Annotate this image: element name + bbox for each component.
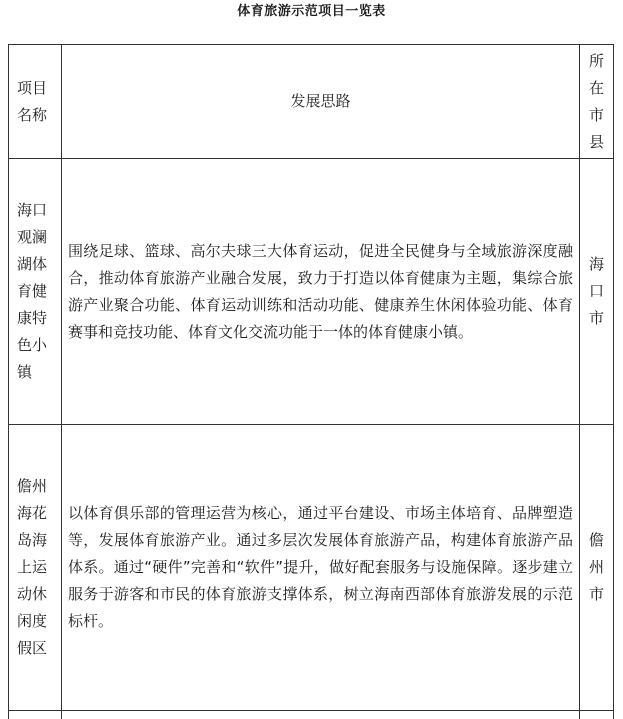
row-idea-cell: [62, 425, 580, 711]
header-cell-location: [580, 45, 614, 159]
header-idea-label: 发展思路: [290, 92, 351, 110]
table-row: [9, 425, 614, 711]
project-location: 海口市: [588, 255, 604, 327]
header-location-label: 所在市县: [588, 51, 604, 151]
header-name-label: 项目名称: [17, 78, 48, 124]
project-name: 海口观澜湖体育健康特色小镇: [17, 201, 48, 381]
table-row-continuation: [9, 711, 614, 719]
project-idea: 围绕足球、篮球、高尔夫球三大体育运动，促进全民健身与全域旅游深度融合，推动体育旅游产业融合发展，致力于打造以体育健康为主题，集综合旅游产业聚合功能、体育运动训练和活动功能、健康养生休闲体验功能、体育赛事和竞技功能、体育文化交流功能于一体的体育健康小镇。: [68, 241, 573, 341]
projects-table: [8, 44, 614, 719]
row-name-cell: [9, 159, 62, 425]
row-idea-cell: [62, 159, 580, 425]
table-header-row: [9, 45, 614, 159]
table-row: [9, 159, 614, 425]
row-location-cell: [580, 425, 614, 711]
header-cell-name: [9, 45, 62, 159]
row-location-cell: [580, 159, 614, 425]
project-idea: 以体育俱乐部的管理运营为核心，通过平台建设、市场主体培育、品牌塑造等，发展体育旅游产业。通过多层次发展体育旅游产品，构建体育旅游产品体系。通过“硬件”完善和“软件”提升，做好配套服务与设施保障。逐步建立服务于游客和市民的体育旅游支撑体系，树立海南西部体育旅游发展的示范标杆。: [68, 504, 573, 630]
header-cell-idea: [62, 45, 580, 159]
continuation-cell: [9, 711, 62, 719]
row-name-cell: [9, 425, 62, 711]
document-title: 体育旅游示范项目一览表: [237, 4, 386, 19]
project-name: 儋州海花岛海上运动休闲度假区: [17, 477, 48, 657]
continuation-cell: [580, 711, 614, 719]
continuation-cell: [62, 711, 580, 719]
project-location: 儋州市: [588, 531, 604, 603]
